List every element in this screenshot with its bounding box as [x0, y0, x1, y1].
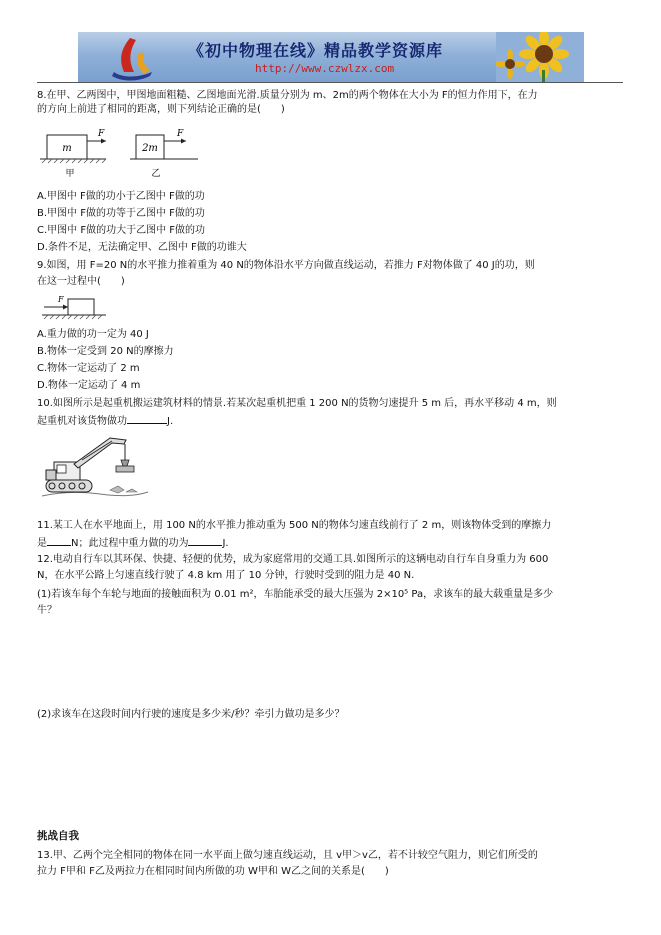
q8-left-caption: 甲: [65, 169, 75, 179]
q8-right-force-label: F: [177, 129, 184, 139]
header-rule: [37, 82, 623, 83]
q8-stem-line1: 8.在甲、乙两图中，甲图地面粗糙、乙图地面光滑.质量分别为 m、2m的两个物体在大小为 F的恒力作用下，在力: [37, 90, 538, 101]
header-banner: [78, 32, 584, 82]
q8-left-force-label: F: [98, 129, 105, 139]
q9-option-c: C.物体一定运动了 2 m: [37, 363, 140, 374]
ground-hatching: [44, 315, 102, 319]
q12-sub1-line1: (1)若该车每个车轮与地面的接触面积为 0.01 m²，车胎能承受的最大压强为 2×10⁵ Pa，求该车的最大载重量是多少: [37, 589, 554, 600]
banner-url: http://www.czwlzx.com: [255, 62, 395, 75]
q8-right-caption: 乙: [151, 169, 161, 179]
section-title: 挑战自我: [37, 830, 79, 842]
q11-part3: J.: [222, 538, 229, 549]
q11-part1: 是: [37, 538, 47, 549]
q8-option-b: B.甲图中 F做的功等于乙图中 F做的功: [37, 208, 205, 219]
logo-icon: [100, 32, 160, 82]
q8-left-mass-label: m: [62, 143, 72, 154]
q12-sub1-line2: 牛？: [37, 605, 57, 616]
rough-ground-hatching: [42, 159, 106, 163]
q10-stem-line2: [37, 413, 173, 428]
arrow-right-icon: [101, 139, 106, 144]
q9-option-b: B.物体一定受到 20 N的摩擦力: [37, 346, 174, 357]
q9-option-d: D.物体一定运动了 4 m: [37, 380, 141, 391]
q11-part2: N；此过程中重力做的功为: [71, 538, 189, 549]
q8-right-mass-label: 2m: [142, 143, 158, 154]
q12-sub2: (2)求该车在这段时间内行驶的速度是多少米/秒？牵引力做功是多少？: [37, 709, 345, 720]
q11-line2: [37, 535, 229, 550]
q10-stem-before: 起重机对该货物做功: [37, 416, 127, 427]
q13-line1: 13.甲、乙两个完全相同的物体在同一水平面上做匀速直线运动，且 v甲＞v乙，若不计较空气阻力，则它们所受的: [37, 850, 538, 861]
banner-title: 《初中物理在线》精品教学资源库: [188, 41, 444, 60]
q8-option-a: A.甲图中 F做的功小于乙图中 F做的功: [37, 191, 205, 202]
q8-option-d: D.条件不足，无法确定甲、乙图中 F做的功谁大: [37, 242, 247, 253]
q9-force-label: F: [58, 295, 64, 304]
crane-figure: [40, 432, 150, 504]
q10-answer-blank[interactable]: [127, 413, 167, 424]
q8-stem-line2: 的方向上前进了相同的距离，则下列结论正确的是( ): [37, 104, 285, 115]
arrow-right-icon: [181, 139, 186, 144]
q10-stem-line1: 10.如图所示是起重机搬运建筑材料的情景.若某次起重机把重 1 200 N的货物匀速提升 5 m 后，再水平移动 4 m，则: [37, 398, 557, 409]
q9-figure: [40, 292, 110, 322]
q13-line2: 拉力 F甲和 F乙及两拉力在相同时间内所做的功 W甲和 W乙之间的关系是( ): [37, 866, 389, 877]
q11-friction-blank[interactable]: [47, 535, 71, 546]
q10-stem-after: J.: [167, 416, 174, 427]
q12-line1: 12.电动自行车以其环保、快捷、轻便的优势，成为家庭常用的交通工具.如图所示的这辆电动自行车自身重力为 600: [37, 554, 549, 565]
q8-figure: [40, 122, 220, 180]
q8-option-c: C.甲图中 F做的功大于乙图中 F做的功: [37, 225, 206, 236]
arrow-right-icon: [63, 305, 68, 310]
q11-gravity-work-blank[interactable]: [188, 535, 222, 546]
q12-line2: N，在水平公路上匀速直线行驶了 4.8 km 用了 10 分钟，行驶时受到的阻力是 40 N.: [37, 570, 415, 581]
q9-stem-line1: 9.如图，用 F=20 N的水平推力推着重为 40 N的物体沿水平方向做直线运动，若推力 F对物体做了 40 J的功，则: [37, 260, 535, 271]
q11-line1: 11.某工人在水平地面上，用 100 N的水平推力推动重为 500 N的物体匀速直线前行了 2 m，则该物体受到的摩擦力: [37, 520, 552, 531]
sunflower-icon: [496, 32, 584, 82]
q9-stem-line2: 在这一过程中( ): [37, 276, 125, 287]
q9-option-a: A.重力做的功一定为 40 J: [37, 329, 149, 340]
